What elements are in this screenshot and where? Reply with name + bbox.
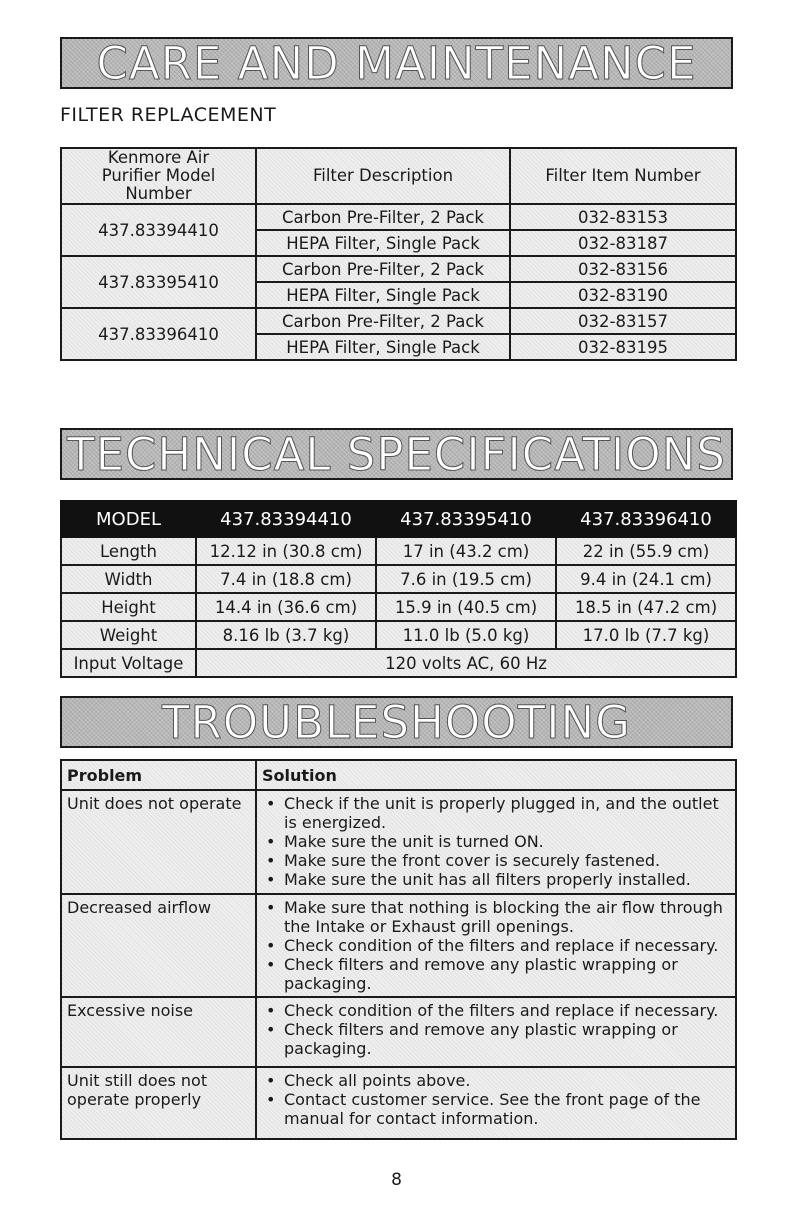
- filter-table: [60, 147, 737, 361]
- filter-header-item: Filter Item Number: [510, 148, 736, 204]
- spec-cell: 18.5 in (47.2 cm): [556, 593, 736, 621]
- trouble-solution-cell: [256, 1067, 736, 1139]
- filter-desc-cell: HEPA Filter, Single Pack: [256, 230, 510, 256]
- spec-cell: 11.0 lb (5.0 kg): [376, 621, 556, 649]
- filter-item-cell: 032-83195: [510, 334, 736, 360]
- trouble-problem-cell: Unit does not operate: [61, 790, 256, 894]
- trouble-solution-cell: [256, 790, 736, 894]
- solution-item: • Make sure that nothing is blocking the air flow through the Intake or Exhaust grill openings.: [284, 898, 730, 936]
- filter-item-cell: 032-83187: [510, 230, 736, 256]
- filter-item-cell: 032-83190: [510, 282, 736, 308]
- spec-cell: 12.12 in (30.8 cm): [196, 537, 376, 565]
- care-banner: [60, 37, 733, 89]
- spec-cell: 9.4 in (24.1 cm): [556, 565, 736, 593]
- spec-cell: 15.9 in (40.5 cm): [376, 593, 556, 621]
- spec-cell: 7.4 in (18.8 cm): [196, 565, 376, 593]
- filter-model-cell: 437.83396410: [61, 308, 256, 360]
- solution-item: • Make sure the front cover is securely fastened.: [284, 851, 730, 870]
- solution-list: [262, 898, 730, 993]
- solution-item: • Check if the unit is properly plugged in, and the outlet is energized.: [284, 794, 730, 832]
- filter-model-cell: 437.83395410: [61, 256, 256, 308]
- filter-desc-cell: Carbon Pre-Filter, 2 Pack: [256, 256, 510, 282]
- filter-desc-cell: HEPA Filter, Single Pack: [256, 334, 510, 360]
- spec-header-col: 437.83395410: [376, 501, 556, 537]
- care-banner-title: CARE AND MAINTENANCE: [96, 36, 697, 90]
- spec-cell: 17 in (43.2 cm): [376, 537, 556, 565]
- spec-cell: 14.4 in (36.6 cm): [196, 593, 376, 621]
- spec-table: [60, 500, 737, 678]
- spec-header-col: 437.83396410: [556, 501, 736, 537]
- solution-item: • Make sure the unit has all filters properly installed.: [284, 870, 730, 889]
- filter-item-cell: 032-83156: [510, 256, 736, 282]
- specs-banner-title: TECHNICAL SPECIFICATIONS: [67, 427, 726, 481]
- filter-desc-cell: Carbon Pre-Filter, 2 Pack: [256, 204, 510, 230]
- spec-header-col: 437.83394410: [196, 501, 376, 537]
- filter-header-model: Kenmore Air Purifier Model Number: [61, 148, 256, 204]
- filter-model-cell: 437.83394410: [61, 204, 256, 256]
- page-number: 8: [391, 1170, 402, 1190]
- solution-item: • Check filters and remove any plastic wrapping or packaging.: [284, 955, 730, 993]
- solution-list: [262, 794, 730, 889]
- trouble-table: [60, 759, 737, 1140]
- filter-item-cell: 032-83157: [510, 308, 736, 334]
- spec-voltage-label: Input Voltage: [61, 649, 196, 677]
- solution-item: • Make sure the unit is turned ON.: [284, 832, 730, 851]
- solution-item: • Check condition of the filters and replace if necessary.: [284, 936, 730, 955]
- trouble-problem-cell: Decreased airflow: [61, 894, 256, 997]
- spec-voltage-value: 120 volts AC, 60 Hz: [196, 649, 736, 677]
- solution-item: • Check filters and remove any plastic wrapping or packaging.: [284, 1020, 730, 1058]
- spec-cell: 22 in (55.9 cm): [556, 537, 736, 565]
- filter-header-description: Filter Description: [256, 148, 510, 204]
- trouble-solution-cell: [256, 997, 736, 1067]
- filter-desc-cell: Carbon Pre-Filter, 2 Pack: [256, 308, 510, 334]
- spec-row-label: Weight: [61, 621, 196, 649]
- spec-cell: 17.0 lb (7.7 kg): [556, 621, 736, 649]
- trouble-header-problem: Problem: [61, 760, 256, 790]
- solution-list: [262, 1071, 730, 1128]
- trouble-banner-title: TROUBLESHOOTING: [161, 695, 632, 749]
- specs-banner: [60, 428, 733, 480]
- trouble-problem-cell: Unit still does not operate properly: [61, 1067, 256, 1139]
- trouble-banner: [60, 696, 733, 748]
- filter-desc-cell: HEPA Filter, Single Pack: [256, 282, 510, 308]
- trouble-problem-cell: Excessive noise: [61, 997, 256, 1067]
- trouble-solution-cell: [256, 894, 736, 997]
- spec-row-label: Width: [61, 565, 196, 593]
- spec-header-model: MODEL: [61, 501, 196, 537]
- spec-row-label: Length: [61, 537, 196, 565]
- solution-item: • Check all points above.: [284, 1071, 730, 1090]
- solution-item: • Check condition of the filters and replace if necessary.: [284, 1001, 730, 1020]
- spec-cell: 7.6 in (19.5 cm): [376, 565, 556, 593]
- spec-cell: 8.16 lb (3.7 kg): [196, 621, 376, 649]
- solution-item: • Contact customer service. See the front page of the manual for contact information.: [284, 1090, 730, 1128]
- spec-row-label: Height: [61, 593, 196, 621]
- filter-item-cell: 032-83153: [510, 204, 736, 230]
- filter-replacement-title: FILTER REPLACEMENT: [60, 104, 277, 126]
- trouble-header-solution: Solution: [256, 760, 736, 790]
- solution-list: [262, 1001, 730, 1058]
